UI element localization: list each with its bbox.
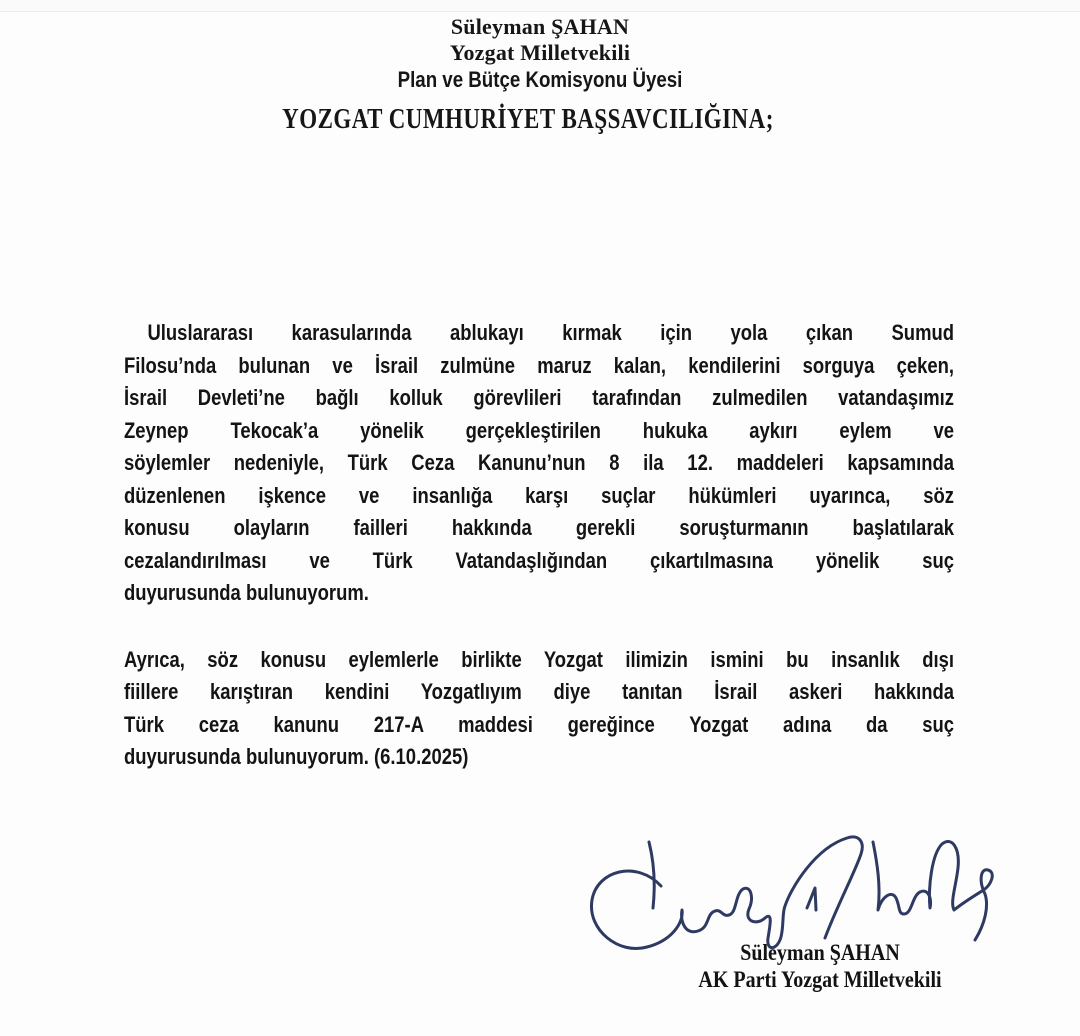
body-line: Filosu’nda bulunan ve İsrail zulmüne maruz kalan, kendilerini sorguya çeken, <box>124 352 955 378</box>
scan-edge <box>0 0 1080 12</box>
body-line: Zeynep Tekocak’a yönelik gerçekleştirilen hukuka aykırı eylem ve <box>124 417 955 443</box>
signatory-name: Süleyman ŞAHAN <box>740 940 900 965</box>
body-line: duyurusunda bulunuyorum. (6.10.2025) <box>124 744 469 769</box>
body-line: söylemler nedeniyle, Türk Ceza Kanunu’nun 8 ila 12. maddeleri kapsamında <box>124 450 955 475</box>
sender-name: Süleyman ŞAHAN <box>450 14 630 39</box>
signature-block <box>585 828 1005 998</box>
body-line: İsrail Devleti’ne bağlı kolluk görevlileri tarafından zulmedilen vatandaşımız <box>124 385 955 410</box>
paragraph-2 <box>124 644 954 774</box>
addressee-title: YOZGAT CUMHURİYET BAŞSAVCILIĞINA; <box>282 104 774 135</box>
signatory-title: AK Parti Yozgat Milletvekili <box>698 967 942 992</box>
body-line: cezalandırılması ve Türk Vatandaşlığından çıkartılmasına yönelik suç <box>124 547 955 573</box>
body-line: fiillere karıştıran kendini Yozgatlıyım diye tanıtan İsrail askeri hakkında <box>124 679 955 704</box>
letter-body <box>124 317 954 774</box>
paragraph-1 <box>124 317 954 610</box>
signature-ink <box>591 837 992 949</box>
sender-role: Yozgat Milletvekili <box>449 40 631 65</box>
body-line: düzenlenen işkence ve insanlığa karşı suçlar hükümleri uyarınca, söz <box>124 482 955 508</box>
signatory <box>646 939 994 993</box>
body-line: duyurusunda bulunuyorum. <box>124 580 369 605</box>
body-line: konusu olayların failleri hakkında gerekli soruşturmanın başlatılarak <box>124 515 955 540</box>
sender-committee: Plan ve Bütçe Komisyonu Üyesi <box>397 67 683 92</box>
body-line: Uluslararası karasularında ablukayı kırmak için yola çıkan Sumud <box>147 320 955 345</box>
letterhead <box>0 14 1080 93</box>
body-line: Türk ceza kanunu 217-A maddesi gereğince Yozgat adına da suç <box>124 711 955 737</box>
body-line: Ayrıca, söz konusu eylemlerle birlikte Yozgat ilimizin ismini bu insanlık dışı <box>124 646 955 672</box>
